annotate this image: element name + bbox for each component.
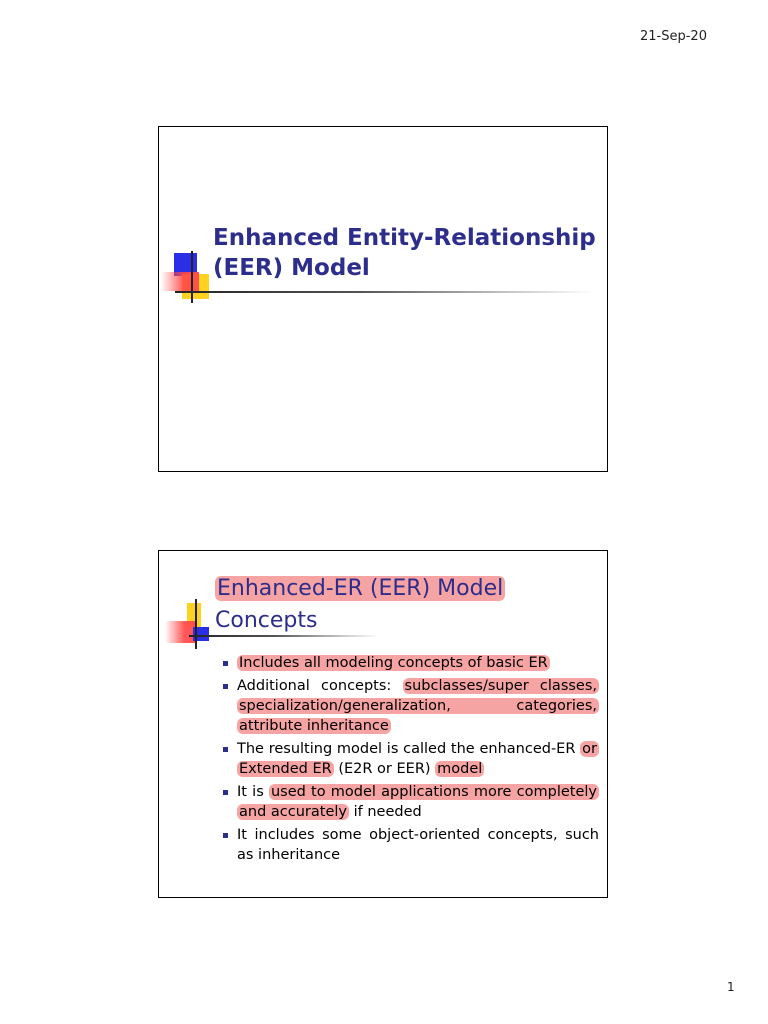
- page-date: 21-Sep-20: [640, 29, 707, 44]
- bullet-text: It includes some object-oriented concepts, such as inheritance: [237, 827, 599, 863]
- slide-1-title-line-2: (EER) Model: [213, 255, 370, 281]
- slide-logo-icon: [159, 251, 219, 311]
- bullet-text: if needed: [348, 804, 422, 820]
- title-underline: [175, 291, 593, 293]
- logo-red-square: [161, 272, 199, 291]
- highlighted-text: model: [437, 761, 483, 777]
- logo-vertical-line: [195, 599, 197, 649]
- logo-vertical-line: [191, 251, 193, 303]
- bullet-item: [221, 782, 599, 822]
- slide-1-title-line-1: Enhanced Entity-Relationship: [213, 225, 596, 251]
- highlighted-text: subclasses/super classes, specialization/generalization, categories, attribute inheritance: [239, 678, 598, 734]
- bullet-item: [221, 676, 599, 736]
- slide-2-title-line-2: Concepts: [215, 608, 318, 633]
- bullet-list: [221, 653, 599, 868]
- highlighted-text: or Extended ER: [239, 741, 597, 777]
- slide-2-title-line-1: Enhanced-ER (EER) Model: [217, 576, 504, 601]
- highlighted-text: used to model applications more completely and accurately: [239, 784, 598, 820]
- bullet-text: The resulting model is called the enhanced-ER: [237, 741, 581, 757]
- bullet-item: [221, 653, 599, 673]
- slide-1: [158, 126, 608, 472]
- bullet-text: Additional concepts:: [237, 678, 403, 694]
- slide-2: [158, 550, 608, 898]
- slide-2-title: [215, 573, 605, 637]
- highlighted-text: Includes all modeling concepts of basic ER: [239, 655, 548, 671]
- bullet-item: [221, 739, 599, 779]
- bullet-text: (E2R or EER): [333, 761, 436, 777]
- page-number: 1: [727, 980, 735, 994]
- bullet-text: It is: [237, 784, 269, 800]
- slide-1-title: [213, 223, 603, 283]
- bullet-item: [221, 825, 599, 865]
